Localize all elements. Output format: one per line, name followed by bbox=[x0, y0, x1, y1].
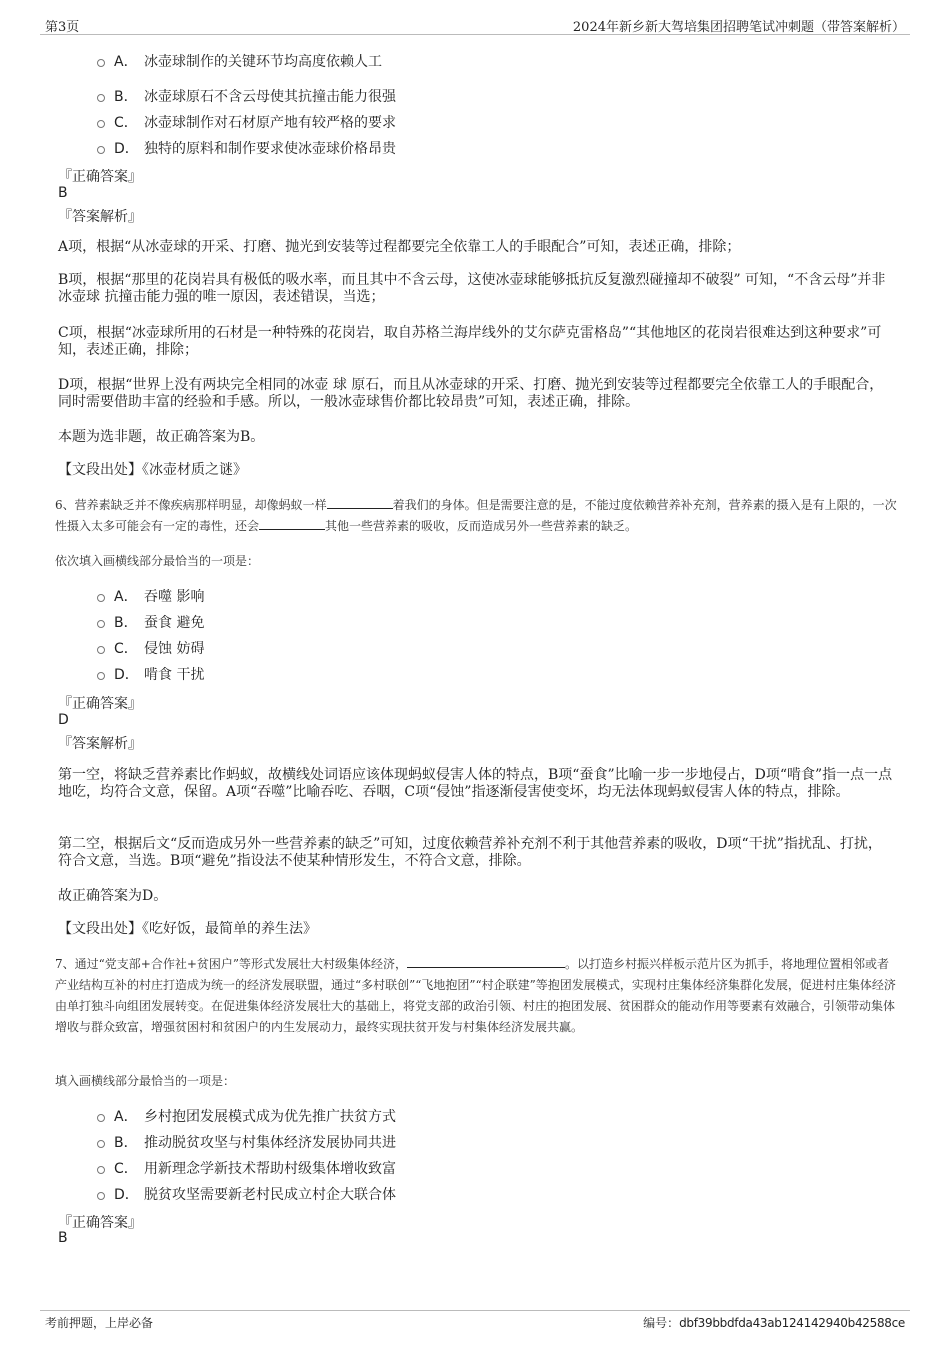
q5-analysis-a: A项，根据“从冰壶球的开采、打磨、抛光到安装等过程都要完全依靠工人的手眼配合”可知，表述正确，排除； bbox=[58, 239, 741, 255]
option-letter: B． bbox=[114, 89, 138, 105]
q6-text-1: 6、营养素缺乏并不像疾病那样明显，却像蚂蚁一样 bbox=[55, 498, 327, 512]
q7-option-d[interactable] bbox=[97, 1184, 396, 1204]
q5-answer-label: 『正确答案』 bbox=[58, 169, 142, 185]
radio-icon[interactable] bbox=[97, 146, 105, 154]
q5-option-c[interactable] bbox=[97, 112, 396, 132]
radio-icon[interactable] bbox=[97, 1140, 105, 1148]
q6-option-b[interactable] bbox=[97, 612, 204, 632]
option-letter: B． bbox=[114, 615, 138, 631]
document-code-value: dbf39bbdfda43ab124142940b42588ce bbox=[679, 1316, 905, 1330]
q7-text-2: 。以打造乡村振兴样板示范片区为抓手，将地理位置相邻或者产业结构互补的村庄打造成为统一的经济发展联盟，通过“多村联创”“飞地抱团”“村企联建”等抱团发展模式，实现村庄集体经济集群化发展，促进村庄集体经济由单打独斗向组团发展转变。在促进集体经济发展壮大的基础上，将党支部的政治引领、村庄的抱团发展、贫困群众的能动作用等要素有效融合，引领带动集体增收与群众致富，增强贫困村和贫困户的内生发展动力，最终实现扶贫开发与村集体经济发展共赢。 bbox=[55, 957, 896, 1034]
footer-slogan: 考前押题，上岸必备 bbox=[45, 1316, 154, 1330]
option-text: 冰壶球原石不含云母使其抗撞击能力很强 bbox=[144, 89, 396, 105]
option-text: 推动脱贫攻坚与村集体经济发展协同共进 bbox=[144, 1135, 396, 1151]
q5-answer: B bbox=[58, 185, 68, 201]
option-text: 独特的原料和制作要求使冰壶球价格昂贵 bbox=[144, 141, 396, 157]
option-letter: B． bbox=[114, 1135, 138, 1151]
option-text: 冰壶球制作的关键环节均高度依赖人工 bbox=[144, 54, 382, 70]
option-letter: A． bbox=[114, 1109, 138, 1125]
q6-analysis-1: 第一空，将缺乏营养素比作蚂蚁，故横线处词语应该体现蚂蚁侵害人体的特点，B项“蚕食”比喻一步一步地侵占，D项“啃食”指一点一点地吃，均符合文意，保留。A项“吞噬”比喻吞吃、吞咽，C项“侵蚀”指逐渐侵害使变坏，均无法体现蚂蚁侵害人体的特点，排除。 bbox=[58, 767, 893, 800]
q5-analysis-d: D项，根据“世界上没有两块完全相同的冰壶 球 原石，而且从冰壶球的开采、打磨、抛光到安装等过程都要完全依靠工人的手眼配合，同时需要借助丰富的经验和手感。所以，一般冰壶球售价都比较昂贵”可知，表述正确，排除。 bbox=[58, 377, 884, 410]
option-letter: D． bbox=[114, 1187, 139, 1203]
q7-blank bbox=[407, 955, 565, 968]
q6-blank-2 bbox=[259, 517, 325, 530]
q5-option-b[interactable] bbox=[97, 86, 396, 106]
option-text: 啃食 干扰 bbox=[144, 667, 205, 683]
q5-conclusion: 本题为选非题，故正确答案为B。 bbox=[58, 429, 265, 445]
radio-icon[interactable] bbox=[97, 59, 105, 67]
q6-answer: D bbox=[58, 712, 69, 728]
q7-prompt: 填入画横线部分最恰当的一项是： bbox=[55, 1074, 236, 1088]
q6-text-3: 其他一些营养素的吸收，反而造成另外一些营养素的缺乏。 bbox=[325, 519, 638, 533]
q6-answer-label: 『正确答案』 bbox=[58, 696, 142, 712]
document-code bbox=[643, 1314, 905, 1331]
q5-analysis-label: 『答案解析』 bbox=[58, 209, 142, 225]
option-text: 吞噬 影响 bbox=[144, 589, 205, 605]
radio-icon[interactable] bbox=[97, 1192, 105, 1200]
option-text: 侵蚀 妨碍 bbox=[144, 641, 205, 657]
radio-icon[interactable] bbox=[97, 620, 105, 628]
q5-option-a[interactable] bbox=[97, 51, 382, 71]
q7-question bbox=[55, 954, 900, 1038]
option-letter: C． bbox=[114, 115, 138, 131]
radio-icon[interactable] bbox=[97, 646, 105, 654]
q7-option-c[interactable] bbox=[97, 1158, 396, 1178]
q6-option-c[interactable] bbox=[97, 638, 204, 658]
q6-option-a[interactable] bbox=[97, 586, 204, 606]
document-code-label: 编号： bbox=[643, 1316, 680, 1330]
q5-analysis-c: C项，根据“冰壶球所用的石材是一种特殊的花岗岩，取自苏格兰海岸线外的艾尔萨克雷格岛”“其他地区的花岗岩很难达到这种要求”可知，表述正确，排除； bbox=[58, 325, 882, 358]
q7-answer-label: 『正确答案』 bbox=[58, 1215, 142, 1231]
q6-conclusion: 故正确答案为D。 bbox=[58, 888, 168, 904]
option-text: 脱贫攻坚需要新老村民成立村企大联合体 bbox=[144, 1187, 396, 1203]
option-text: 蚕食 避免 bbox=[144, 615, 205, 631]
q7-text-1: 7、通过“党支部+合作社+贫困户”等形式发展壮大村级集体经济， bbox=[55, 957, 408, 971]
footer-divider bbox=[40, 1310, 910, 1311]
option-text: 乡村抱团发展模式成为优先推广扶贫方式 bbox=[144, 1109, 396, 1125]
option-letter: A． bbox=[114, 54, 138, 70]
option-letter: D． bbox=[114, 667, 139, 683]
option-letter: D． bbox=[114, 141, 139, 157]
option-letter: C． bbox=[114, 641, 138, 657]
q6-text-2: 着我们的身体。但是需要注意的是，不能过度依赖营养补充剂，营养素的摄入是有上限的，一次性摄入太多可能会有一定的毒性，还会 bbox=[55, 498, 897, 533]
radio-icon[interactable] bbox=[97, 1166, 105, 1174]
option-letter: A． bbox=[114, 589, 138, 605]
header-divider bbox=[40, 34, 910, 35]
document-title: 2024年新乡新大驾培集团招聘笔试冲刺题（带答案解析） bbox=[572, 20, 905, 35]
q6-analysis-label: 『答案解析』 bbox=[58, 736, 142, 752]
option-text: 用新理念学新技术帮助村级集体增收致富 bbox=[144, 1161, 396, 1177]
q7-option-a[interactable] bbox=[97, 1106, 396, 1126]
q6-analysis-2: 第二空，根据后文“反而造成另外一些营养素的缺乏”可知，过度依赖营养补充剂不利于其他营养素的吸收，D项“干扰”指扰乱、打扰，符合文意，当选。B项“避免”指设法不使某种情形发生，不符合文意，排除。 bbox=[58, 836, 882, 869]
option-text: 冰壶球制作对石材原产地有较严格的要求 bbox=[144, 115, 396, 131]
radio-icon[interactable] bbox=[97, 94, 105, 102]
q6-blank-1 bbox=[327, 496, 393, 509]
option-letter: C． bbox=[114, 1161, 138, 1177]
q6-question bbox=[55, 495, 900, 537]
q7-option-b[interactable] bbox=[97, 1132, 396, 1152]
radio-icon[interactable] bbox=[97, 672, 105, 680]
radio-icon[interactable] bbox=[97, 1114, 105, 1122]
radio-icon[interactable] bbox=[97, 594, 105, 602]
page-number: 第3页 bbox=[45, 20, 80, 35]
q6-prompt: 依次填入画横线部分最恰当的一项是： bbox=[55, 554, 260, 568]
q5-option-d[interactable] bbox=[97, 138, 396, 158]
q5-source: 【文段出处】《冰壶材质之谜》 bbox=[58, 462, 247, 478]
radio-icon[interactable] bbox=[97, 120, 105, 128]
q6-source: 【文段出处】《吃好饭，最简单的养生法》 bbox=[58, 921, 317, 937]
q5-analysis-b: B项，根据“那里的花岗岩具有极低的吸水率，而且其中不含云母，这使冰壶球能够抵抗反复激烈碰撞却不破裂” 可知，“不含云母”并非 冰壶球 抗撞击能力强的唯一原因，表述错误，当选； bbox=[58, 272, 886, 305]
q7-answer: B bbox=[58, 1230, 68, 1246]
q6-option-d[interactable] bbox=[97, 664, 204, 684]
